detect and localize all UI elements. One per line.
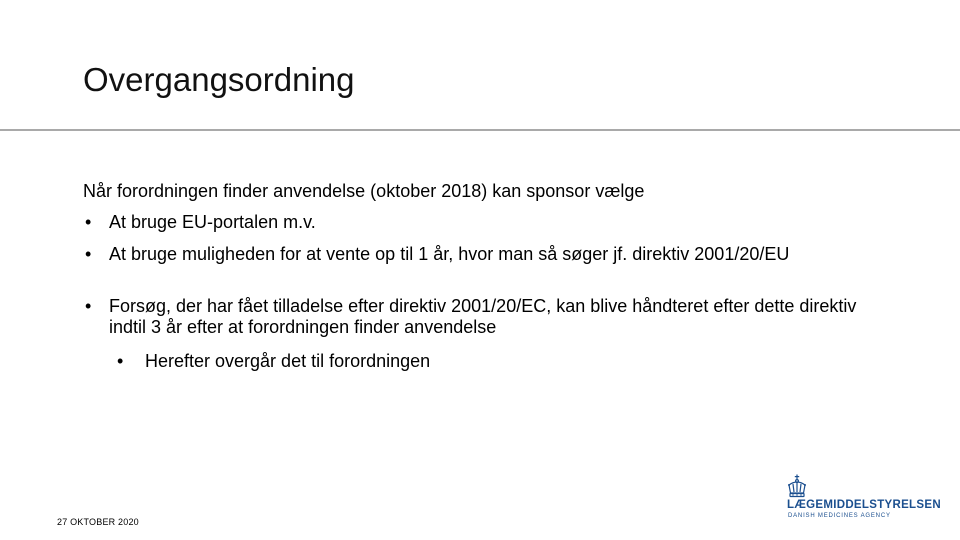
slide-title: Overgangsordning <box>83 61 355 98</box>
bullet-marker: • <box>117 351 124 371</box>
bullet-text: At bruge muligheden for at vente op til 1 år, hvor man så søger jf. direktiv 2001/20/EU <box>109 244 790 264</box>
crown-icon <box>786 474 808 498</box>
logo-name: LÆGEMIDDELSTYRELSEN <box>787 499 941 511</box>
logo-subtitle: DANISH MEDICINES AGENCY <box>788 513 891 519</box>
title-divider <box>0 129 960 131</box>
bullet-marker: • <box>85 244 92 264</box>
bullet-text: Forsøg, der har fået tilladelse efter direktiv 2001/20/EC, kan blive håndteret efter dette direktiv indtil 3 år efter at forordningen finder anvendelse <box>109 296 857 337</box>
agency-logo <box>782 474 942 524</box>
bullet-marker: • <box>85 296 92 316</box>
bullet-marker: • <box>85 212 92 232</box>
footer-date: 27 OKTOBER 2020 <box>57 517 139 527</box>
intro-text: Når forordningen finder anvendelse (oktober 2018) kan sponsor vælge <box>83 181 645 201</box>
bullet-text: At bruge EU-portalen m.v. <box>109 212 316 232</box>
sub-bullet-text: Herefter overgår det til forordningen <box>145 351 431 371</box>
